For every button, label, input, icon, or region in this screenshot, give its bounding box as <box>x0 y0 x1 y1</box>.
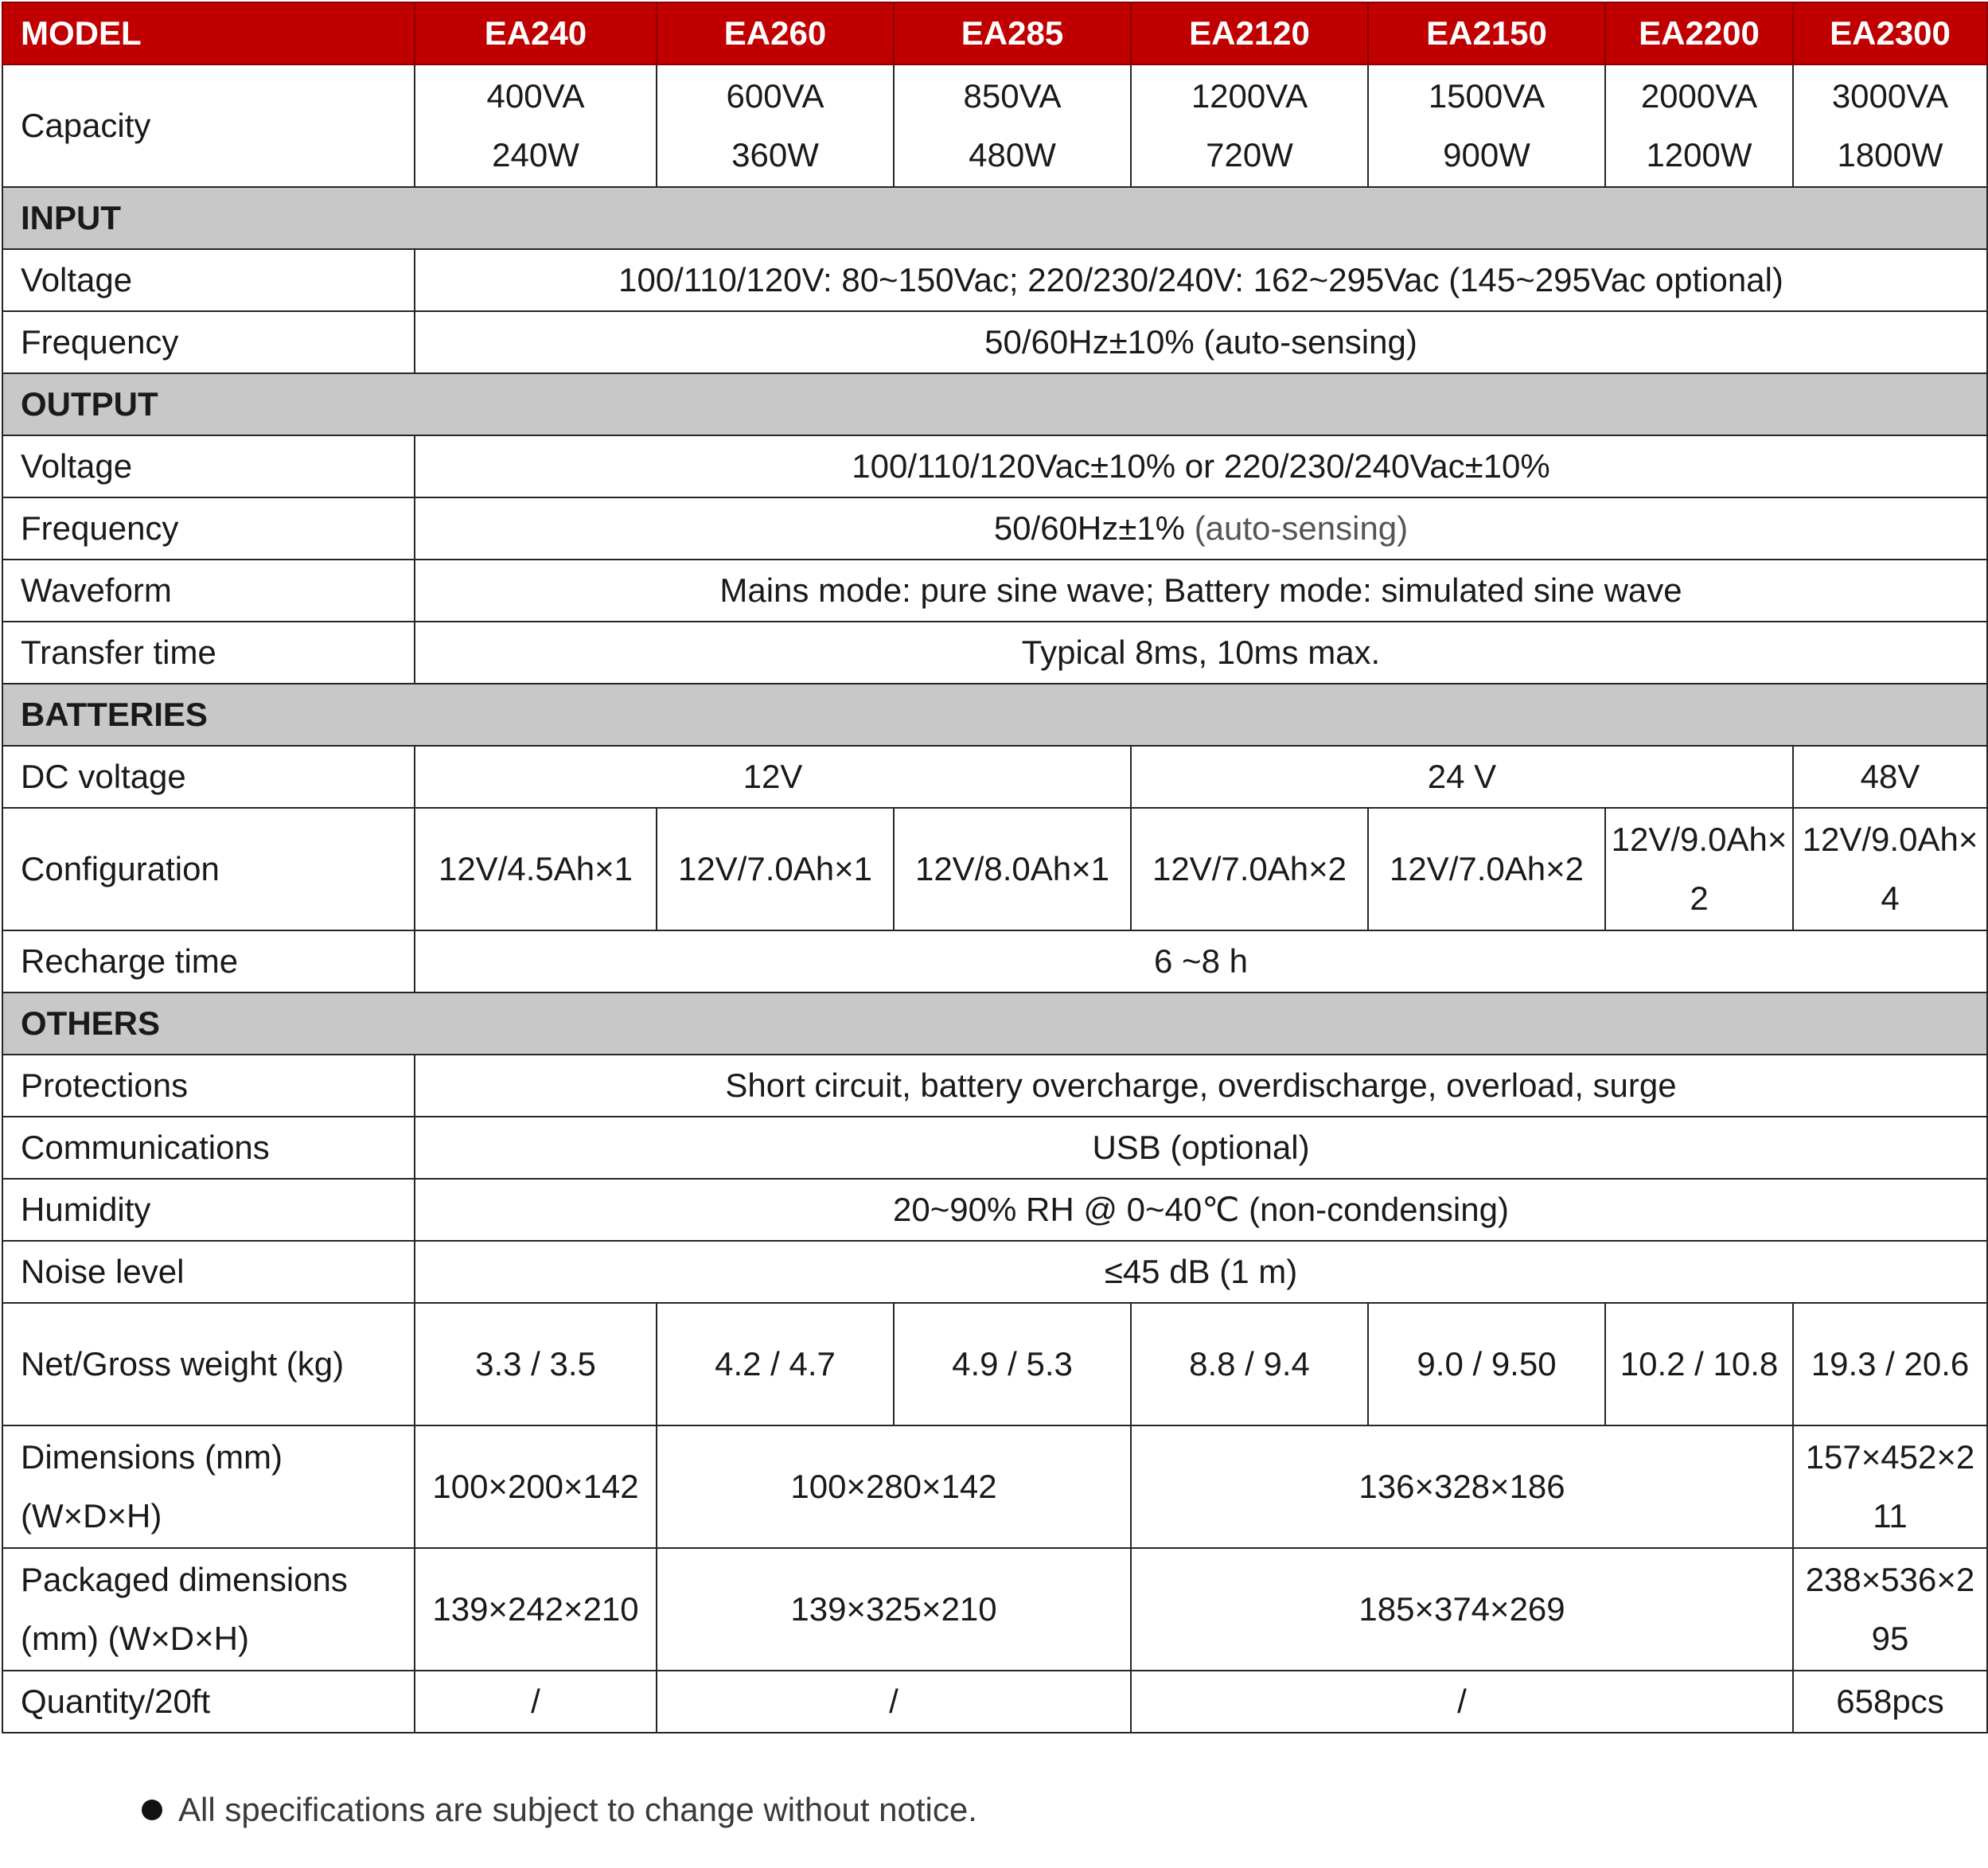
output-waveform-row <box>2 560 1987 622</box>
capacity-va: 850VA <box>963 77 1062 115</box>
model-ea2150: EA2150 <box>1368 2 1605 64</box>
capacity-va: 600VA <box>726 77 824 115</box>
dimensions-value: 100×200×142 <box>415 1425 657 1548</box>
capacity-w: 480W <box>969 136 1056 174</box>
quantity-value: 658pcs <box>1793 1671 1987 1733</box>
row-label: Quantity/20ft <box>2 1671 415 1733</box>
weight-value: 8.8 / 9.4 <box>1131 1303 1368 1425</box>
row-label: Dimensions (mm) (W×D×H) <box>2 1425 415 1548</box>
section-batteries <box>2 684 1987 746</box>
row-value: 6 ~8 h <box>415 930 1987 992</box>
section-output <box>2 373 1987 435</box>
humidity-row <box>2 1179 1987 1241</box>
weight-value: 9.0 / 9.50 <box>1368 1303 1605 1425</box>
row-label: Transfer time <box>2 622 415 684</box>
row-label: Voltage <box>2 249 415 311</box>
config-value: 12V/7.0Ah×2 <box>1131 808 1368 930</box>
footnote-text: All specifications are subject to change without notice. <box>178 1791 977 1828</box>
protections-row <box>2 1055 1987 1117</box>
output-transfer-row <box>2 622 1987 684</box>
weight-value: 3.3 / 3.5 <box>415 1303 657 1425</box>
weight-value: 4.9 / 5.3 <box>894 1303 1131 1425</box>
capacity-cell <box>1131 64 1368 187</box>
dc-value: 24 V <box>1131 746 1793 808</box>
capacity-w: 1800W <box>1837 136 1943 174</box>
capacity-w: 1200W <box>1646 136 1752 174</box>
section-title: INPUT <box>2 187 1987 249</box>
row-value: 20~90% RH @ 0~40℃ (non-condensing) <box>415 1179 1987 1241</box>
packaged-value: 238×536×295 <box>1793 1548 1987 1671</box>
row-label: Protections <box>2 1055 415 1117</box>
header-row <box>2 2 1987 64</box>
capacity-cell <box>1605 64 1793 187</box>
quantity-value: / <box>415 1671 657 1733</box>
weight-row <box>2 1303 1987 1425</box>
frequency-note: (auto-sensing) <box>1194 509 1409 547</box>
packaged-value: 139×242×210 <box>415 1548 657 1671</box>
capacity-va: 1500VA <box>1428 77 1546 115</box>
capacity-cell <box>894 64 1131 187</box>
quantity-row <box>2 1671 1987 1733</box>
capacity-va: 3000VA <box>1831 77 1949 115</box>
dimensions-value: 100×280×142 <box>657 1425 1131 1548</box>
section-input <box>2 187 1987 249</box>
row-label: Configuration <box>2 808 415 930</box>
row-label: Waveform <box>2 560 415 622</box>
row-label: Noise level <box>2 1241 415 1303</box>
model-ea285: EA285 <box>894 2 1131 64</box>
row-value: Typical 8ms, 10ms max. <box>415 622 1987 684</box>
packaged-value: 139×325×210 <box>657 1548 1131 1671</box>
noise-row <box>2 1241 1987 1303</box>
input-voltage-row <box>2 249 1987 311</box>
row-label: Communications <box>2 1117 415 1179</box>
capacity-va: 1200VA <box>1191 77 1308 115</box>
section-title: OUTPUT <box>2 373 1987 435</box>
capacity-w: 360W <box>731 136 819 174</box>
capacity-va: 400VA <box>486 77 585 115</box>
weight-value: 4.2 / 4.7 <box>657 1303 894 1425</box>
config-value: 12V/9.0Ah×2 <box>1605 808 1793 930</box>
quantity-value: / <box>657 1671 1131 1733</box>
config-value: 12V/9.0Ah×4 <box>1793 808 1987 930</box>
dc-value: 48V <box>1793 746 1987 808</box>
row-value: Mains mode: pure sine wave; Battery mode: simulated sine wave <box>415 560 1987 622</box>
section-others <box>2 992 1987 1055</box>
model-ea2300: EA2300 <box>1793 2 1987 64</box>
row-label: Packaged dimensions (mm) (W×D×H) <box>2 1548 415 1671</box>
row-value: 100/110/120Vac±10% or 220/230/240Vac±10% <box>415 435 1987 497</box>
output-voltage-row <box>2 435 1987 497</box>
packaged-row <box>2 1548 1987 1671</box>
quantity-value: / <box>1131 1671 1793 1733</box>
capacity-w: 240W <box>492 136 579 174</box>
row-value: ≤45 dB (1 m) <box>415 1241 1987 1303</box>
row-value: Short circuit, battery overcharge, overdischarge, overload, surge <box>415 1055 1987 1117</box>
section-title: BATTERIES <box>2 684 1987 746</box>
row-label: Humidity <box>2 1179 415 1241</box>
config-value: 12V/4.5Ah×1 <box>415 808 657 930</box>
capacity-cell <box>1368 64 1605 187</box>
row-label: DC voltage <box>2 746 415 808</box>
config-value: 12V/7.0Ah×1 <box>657 808 894 930</box>
row-label: Recharge time <box>2 930 415 992</box>
weight-value: 19.3 / 20.6 <box>1793 1303 1987 1425</box>
config-value: 12V/8.0Ah×1 <box>894 808 1131 930</box>
recharge-row <box>2 930 1987 992</box>
dc-voltage-row <box>2 746 1987 808</box>
row-value: 100/110/120V: 80~150Vac; 220/230/240V: 162~295Vac (145~295Vac optional) <box>415 249 1987 311</box>
bullet-icon <box>142 1800 162 1820</box>
model-ea240: EA240 <box>415 2 657 64</box>
capacity-cell <box>1793 64 1987 187</box>
capacity-w: 720W <box>1206 136 1293 174</box>
row-label: Voltage <box>2 435 415 497</box>
dimensions-value: 136×328×186 <box>1131 1425 1793 1548</box>
row-label: Frequency <box>2 311 415 373</box>
row-value: 50/60Hz±10% (auto-sensing) <box>415 311 1987 373</box>
section-title: OTHERS <box>2 992 1987 1055</box>
capacity-cell <box>415 64 657 187</box>
row-label: Frequency <box>2 497 415 560</box>
frequency-value: 50/60Hz±1% <box>993 509 1186 547</box>
model-header: MODEL <box>2 2 415 64</box>
capacity-w: 900W <box>1443 136 1530 174</box>
capacity-va: 2000VA <box>1640 77 1758 115</box>
capacity-label: Capacity <box>2 64 415 187</box>
dimensions-value: 157×452×211 <box>1793 1425 1987 1548</box>
spec-table <box>2 2 1988 1733</box>
configuration-row <box>2 808 1987 930</box>
communications-row <box>2 1117 1987 1179</box>
capacity-row <box>2 64 1987 187</box>
output-frequency-row <box>2 497 1987 560</box>
config-value: 12V/7.0Ah×2 <box>1368 808 1605 930</box>
row-label: Net/Gross weight (kg) <box>2 1303 415 1425</box>
dc-value: 12V <box>415 746 1131 808</box>
input-frequency-row <box>2 311 1987 373</box>
packaged-value: 185×374×269 <box>1131 1548 1793 1671</box>
row-value: USB (optional) <box>415 1117 1987 1179</box>
model-ea2120: EA2120 <box>1131 2 1368 64</box>
model-ea260: EA260 <box>657 2 894 64</box>
capacity-cell <box>657 64 894 187</box>
footnote <box>142 1791 977 1829</box>
row-value <box>415 497 1987 560</box>
weight-value: 10.2 / 10.8 <box>1605 1303 1793 1425</box>
model-ea2200: EA2200 <box>1605 2 1793 64</box>
dimensions-row <box>2 1425 1987 1548</box>
